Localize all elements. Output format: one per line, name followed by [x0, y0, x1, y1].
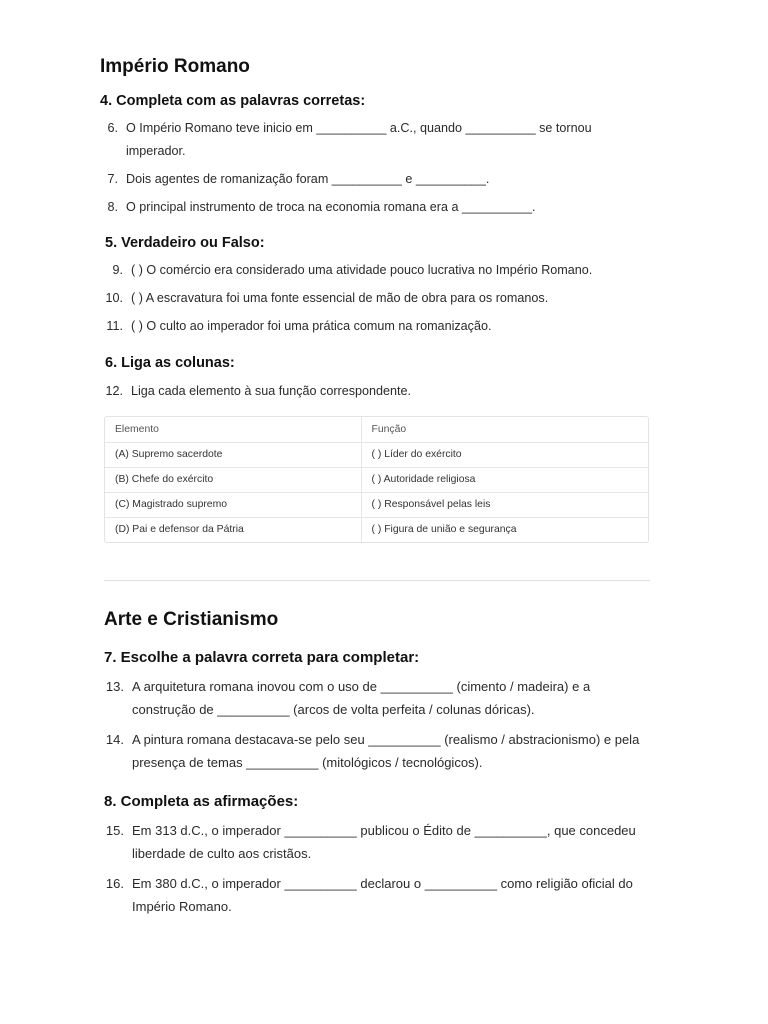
item-text-line2: construção de __________ (arcos de volta perfeita / colunas dóricas). — [132, 702, 535, 717]
table-row — [105, 467, 648, 492]
column-header-funcao: Função — [361, 417, 648, 442]
item-text-line1: Dois agentes de romanização foram __________ e __________. — [126, 172, 490, 186]
item-number: 10. — [105, 291, 123, 305]
matching-table — [104, 416, 649, 543]
table-row — [105, 492, 648, 517]
table-header-row — [105, 417, 648, 442]
item-text-line1: Liga cada elemento à sua função correspondente. — [131, 384, 412, 398]
item-number: 16. — [105, 876, 124, 891]
item-number: 12. — [105, 384, 123, 398]
list-item-14 — [100, 728, 680, 774]
table-cell-funcao: ( ) Responsável pelas leis — [361, 492, 648, 517]
item-number: 15. — [105, 823, 124, 838]
item-text-line1: O principal instrumento de troca na economia romana era a __________. — [126, 200, 536, 214]
item-text-line1: ( ) O comércio era considerado uma atividade pouco lucrativa no Império Romano. — [131, 263, 593, 277]
table-cell-elemento: (D) Pai e defensor da Pátria — [105, 517, 361, 542]
item-text-line1: Em 313 d.C., o imperador __________ publicou o Édito de __________, que concedeu — [132, 823, 636, 838]
table-cell-funcao: ( ) Líder do exército — [361, 442, 648, 467]
item-text-line2: Império Romano. — [132, 899, 232, 914]
table-row — [105, 442, 648, 467]
question-5-heading: 5. Verdadeiro ou Falso: — [105, 235, 265, 251]
item-number: 14. — [105, 732, 124, 747]
question-7-heading: 7. Escolhe a palavra correta para completar: — [104, 649, 420, 666]
list-item-6 — [100, 117, 660, 163]
list-item-9 — [100, 259, 660, 282]
table-cell-funcao: ( ) Autoridade religiosa — [361, 467, 648, 492]
item-text-line1: A arquitetura romana inovou com o uso de __________ (cimento / madeira) e a — [132, 679, 591, 694]
item-number: 9. — [112, 263, 123, 277]
list-item-7 — [100, 168, 660, 191]
table-cell-elemento: (A) Supremo sacerdote — [105, 442, 361, 467]
question-6-heading: 6. Liga as colunas: — [105, 355, 235, 371]
list-item-16 — [100, 872, 680, 918]
table-cell-elemento: (C) Magistrado supremo — [105, 492, 361, 517]
item-text-line1: ( ) O culto ao imperador foi uma prática comum na romanização. — [131, 319, 492, 333]
item-text-line2: liberdade de culto aos cristãos. — [132, 846, 312, 861]
item-text-line2: imperador. — [126, 144, 186, 158]
section-title-arte-cristianismo: Arte e Cristianismo — [104, 609, 279, 630]
list-item-12 — [100, 380, 660, 403]
item-number: 8. — [107, 200, 118, 214]
list-item-8 — [100, 196, 660, 219]
list-item-13 — [100, 675, 680, 721]
item-number: 13. — [105, 679, 124, 694]
section-title-imperio-romano: Império Romano — [100, 56, 250, 77]
table-cell-funcao: ( ) Figura de união e segurança — [371, 524, 517, 536]
column-header-elemento: Elemento — [105, 417, 361, 442]
item-text-line1: Em 380 d.C., o imperador __________ declarou o __________ como religião oficial do — [132, 876, 633, 891]
table-cell-elemento: (B) Chefe do exército — [105, 467, 361, 492]
item-text-line1: A pintura romana destacava-se pelo seu __________ (realismo / abstracionismo) e pela — [132, 732, 640, 747]
item-number: 7. — [107, 172, 118, 186]
list-item-11 — [100, 315, 660, 338]
list-item-10 — [100, 287, 660, 310]
item-text-line1: O Império Romano teve inicio em __________ a.C., quando __________ se tornou — [126, 121, 592, 135]
item-text-line1: ( ) A escravatura foi uma fonte essencial de mão de obra para os romanos. — [131, 291, 549, 305]
question-8-heading: 8. Completa as afirmações: — [104, 793, 299, 810]
item-text-line2: presença de temas __________ (mitológicos / tecnológicos). — [132, 755, 483, 770]
section-divider — [104, 580, 650, 581]
list-item-15 — [100, 819, 680, 865]
item-number: 6. — [107, 121, 118, 135]
question-4-heading: 4. Completa com as palavras corretas: — [100, 93, 366, 109]
table-row — [105, 517, 648, 542]
item-number: 11. — [106, 319, 123, 333]
